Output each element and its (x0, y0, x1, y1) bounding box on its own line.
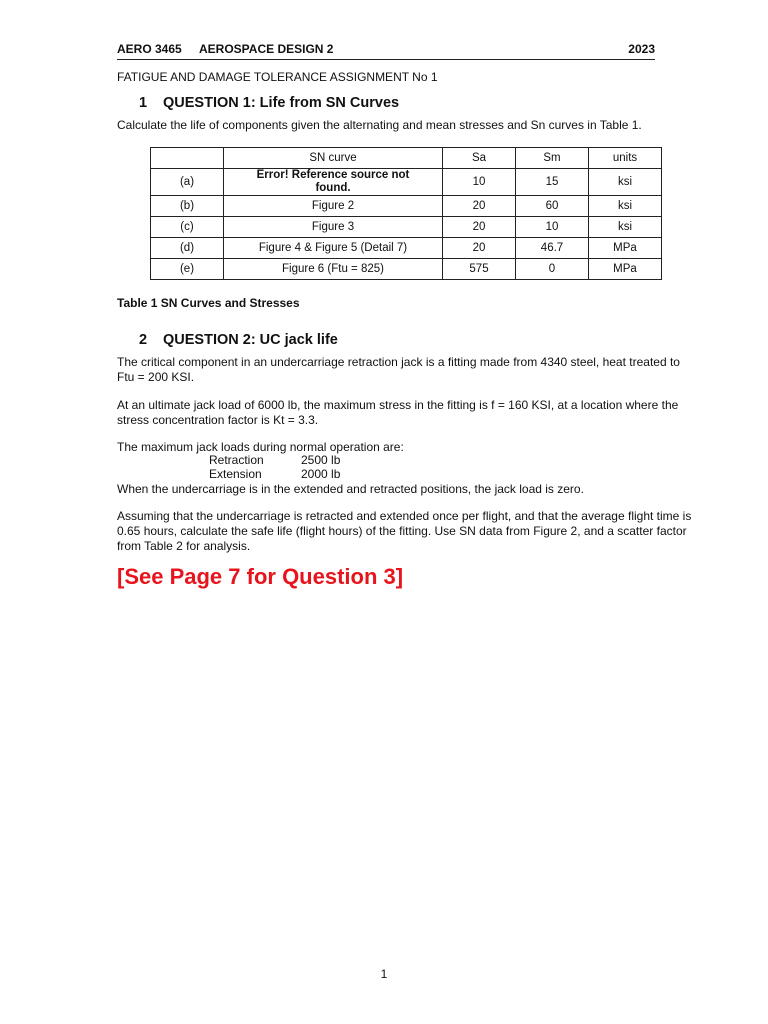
table-cell: (e) (151, 259, 224, 280)
question-3-callout: [See Page 7 for Question 3] (117, 564, 404, 589)
question-2-paragraph: Assuming that the undercarriage is retracted and extended once per flight, and that the average flight time is 0.65 hours, calculate the safe life (flight hours) of the fitting. Use SN data from Figure 2, and a scatter factor from Table 2 for analysis. (117, 509, 692, 553)
table-header-cell: Sm (516, 148, 589, 169)
table-cell: ksi (589, 196, 662, 217)
table-cell: Figure 4 & Figure 5 (Detail 7) (224, 238, 443, 259)
table-row (151, 238, 662, 259)
table-cell: (d) (151, 238, 224, 259)
table-row (151, 169, 662, 196)
table-row (151, 259, 662, 280)
table-cell: 60 (516, 196, 589, 217)
table-cell: Figure 3 (224, 217, 443, 238)
header-year: 2023 (628, 42, 655, 56)
page-header (117, 41, 655, 60)
table-cell: 575 (443, 259, 516, 280)
table-header-cell: units (589, 148, 662, 169)
question-2-paragraph: The critical component in an undercarriage retraction jack is a fitting made from 4340 steel, heat treated to Ftu = 200 KSI. (117, 355, 680, 384)
question-1-title: QUESTION 1: Life from SN Curves (163, 95, 400, 111)
table-cell: 20 (443, 217, 516, 238)
reference-error-text: Error! Reference source not found. (256, 169, 410, 194)
question-2-paragraph: The maximum jack loads during normal operation are: (117, 440, 404, 454)
table-cell: (b) (151, 196, 224, 217)
page-number: 1 (380, 967, 388, 981)
question-1-number: 1 (139, 95, 148, 111)
table-cell: 15 (516, 169, 589, 196)
table-cell: 46.7 (516, 238, 589, 259)
load-value: 2500 lb (301, 453, 341, 467)
question-2-paragraph: When the undercarriage is in the extended and retracted positions, the jack load is zero. (117, 482, 584, 496)
table-header-cell (151, 148, 224, 169)
question-2-title: QUESTION 2: UC jack life (163, 332, 338, 348)
table-cell: MPa (589, 259, 662, 280)
load-name: Extension (209, 467, 262, 481)
sn-table (150, 147, 662, 280)
table-cell: 10 (443, 169, 516, 196)
course-code: AERO 3465 (117, 42, 182, 56)
table-row (151, 217, 662, 238)
table-cell: (a) (151, 169, 224, 196)
load-name: Retraction (209, 453, 264, 467)
table-header-cell: Sa (443, 148, 516, 169)
table-cell: 20 (443, 238, 516, 259)
question-2-paragraph: At an ultimate jack load of 6000 lb, the maximum stress in the fitting is f = 160 KSI, at a location where the stress concentration factor is Kt = 3.3. (117, 398, 679, 427)
assignment-title: FATIGUE AND DAMAGE TOLERANCE ASSIGNMENT No 1 (117, 70, 438, 84)
table-cell: ksi (589, 217, 662, 238)
table-header-row (151, 148, 662, 169)
table-cell: ksi (589, 169, 662, 196)
table-cell: 10 (516, 217, 589, 238)
table-cell (224, 169, 443, 196)
table-cell: MPa (589, 238, 662, 259)
table-caption: Table 1 SN Curves and Stresses (117, 296, 300, 310)
table-cell: 20 (443, 196, 516, 217)
question-2-number: 2 (139, 332, 148, 348)
table-cell: (c) (151, 217, 224, 238)
load-value: 2000 lb (301, 467, 341, 481)
table-cell: Figure 6 (Ftu = 825) (224, 259, 443, 280)
question-1-intro: Calculate the life of components given the alternating and mean stresses and Sn curves in Table 1. (117, 118, 642, 132)
table-row (151, 196, 662, 217)
table-cell: 0 (516, 259, 589, 280)
table-cell: Figure 2 (224, 196, 443, 217)
course-title: AEROSPACE DESIGN 2 (199, 42, 334, 56)
table-header-cell: SN curve (224, 148, 443, 169)
